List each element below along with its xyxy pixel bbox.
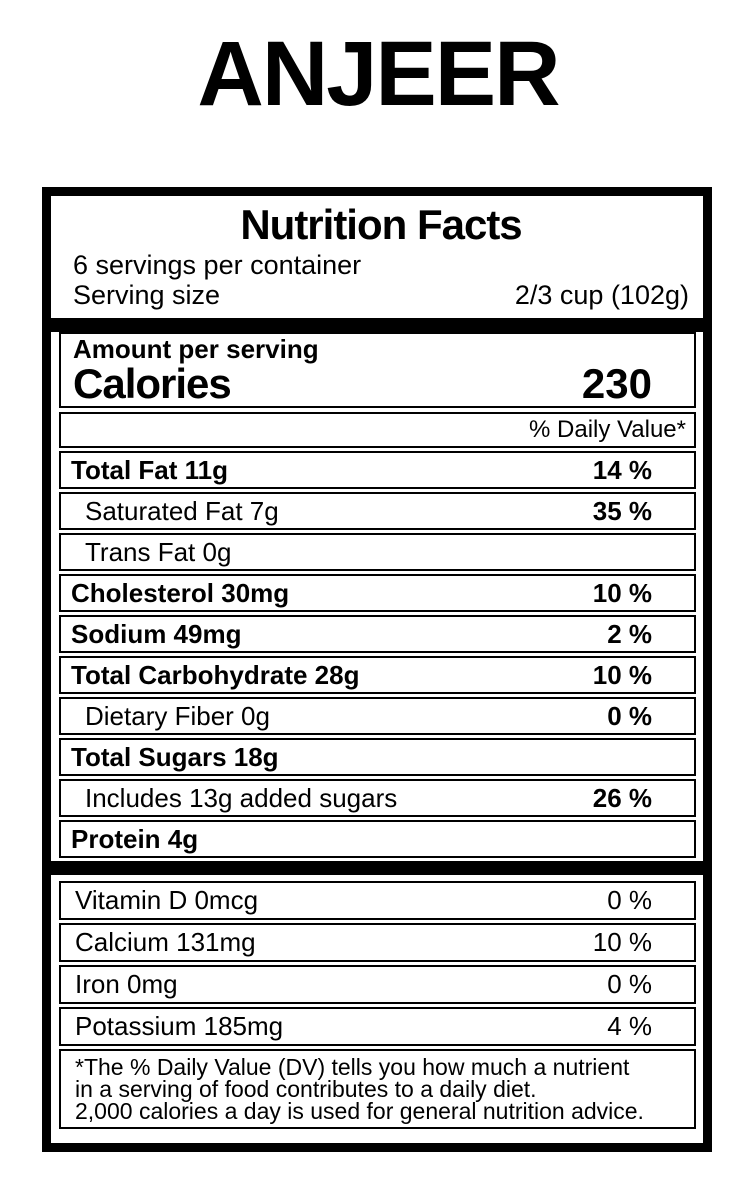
vitamin-row [59, 881, 696, 920]
nutrient-name: Includes 13g added sugars [85, 782, 398, 813]
footnote-line: *The % Daily Value (DV) tells you how much a nutrient [75, 1054, 630, 1080]
nutrient-row [59, 779, 696, 817]
vitamin-daily-value: 10 % [592, 927, 652, 957]
nutrient-name: Sodium 49mg [71, 618, 242, 649]
nutrient-name: Protein 4g [71, 823, 199, 854]
vitamin-name: Vitamin D 0mcg [75, 885, 259, 915]
nutrient-row [59, 820, 696, 858]
nutrient-daily-value: 10 % [592, 577, 652, 608]
vitamin-daily-value: 0 % [607, 969, 652, 999]
nutrient-row [59, 615, 696, 653]
vitamin-name: Potassium 185mg [75, 1011, 284, 1041]
vitamin-name: Calcium 131mg [75, 927, 256, 957]
nutrient-row [59, 574, 696, 612]
nutrient-daily-value: 10 % [592, 659, 652, 690]
vitamin-name: Iron 0mg [75, 969, 178, 999]
vitamin-row [59, 923, 696, 962]
serving-size-row [73, 280, 689, 310]
serving-size-value: 2/3 cup (102g) [514, 280, 689, 310]
nutrient-name: Total Sugars 18g [71, 741, 279, 772]
calories-row [73, 360, 694, 407]
nutrient-daily-value: 35 % [592, 495, 652, 526]
vitamin-daily-value: 0 % [607, 885, 652, 915]
calories-value: 230 [581, 360, 652, 407]
serving-size-label: Serving size [73, 280, 221, 310]
nutrient-daily-value: 26 % [592, 782, 652, 813]
daily-value-header: % Daily Value* [59, 412, 696, 448]
nutrient-name: Total Carbohydrate 28g [71, 659, 360, 690]
nutrient-daily-value: 2 % [607, 618, 652, 649]
nutrient-name: Dietary Fiber 0g [85, 700, 270, 731]
nutrient-row [59, 656, 696, 694]
protein-divider-bar [51, 861, 703, 875]
vitamin-daily-value: 4 % [607, 1011, 652, 1041]
servings-per-container: 6 servings per container [73, 250, 362, 280]
product-title: ANJEER [197, 23, 559, 125]
nutrient-row [59, 738, 696, 776]
label-header [51, 196, 703, 318]
nutrient-name: Total Fat 11g [71, 454, 228, 485]
nutrient-rows [51, 451, 703, 858]
nutrient-name: Cholesterol 30mg [71, 577, 290, 608]
vitamin-row [59, 965, 696, 1004]
nutrient-row [59, 533, 696, 571]
nutrient-row [59, 492, 696, 530]
calories-section [59, 332, 696, 408]
nutrient-name: Saturated Fat 7g [85, 495, 279, 526]
vitamin-row [59, 1007, 696, 1046]
header-divider-bar [51, 318, 703, 332]
nutrient-row [59, 451, 696, 489]
nutrient-daily-value: 14 % [592, 454, 652, 485]
amount-per-serving-label: Amount per serving [73, 334, 319, 364]
nutrition-facts-label [42, 187, 712, 1152]
nutrient-row [59, 697, 696, 735]
vitamin-rows [51, 881, 703, 1046]
footnote-line: 2,000 calories a day is used for general nutrition advice. [75, 1098, 644, 1124]
nutrition-facts-heading: Nutrition Facts [240, 201, 522, 248]
nutrient-name: Trans Fat 0g [85, 536, 232, 567]
nutrient-daily-value: 0 % [607, 700, 652, 731]
footnote-line: in a serving of food contributes to a daily diet. [75, 1076, 537, 1102]
footnote [59, 1049, 696, 1129]
calories-label: Calories [73, 360, 231, 407]
